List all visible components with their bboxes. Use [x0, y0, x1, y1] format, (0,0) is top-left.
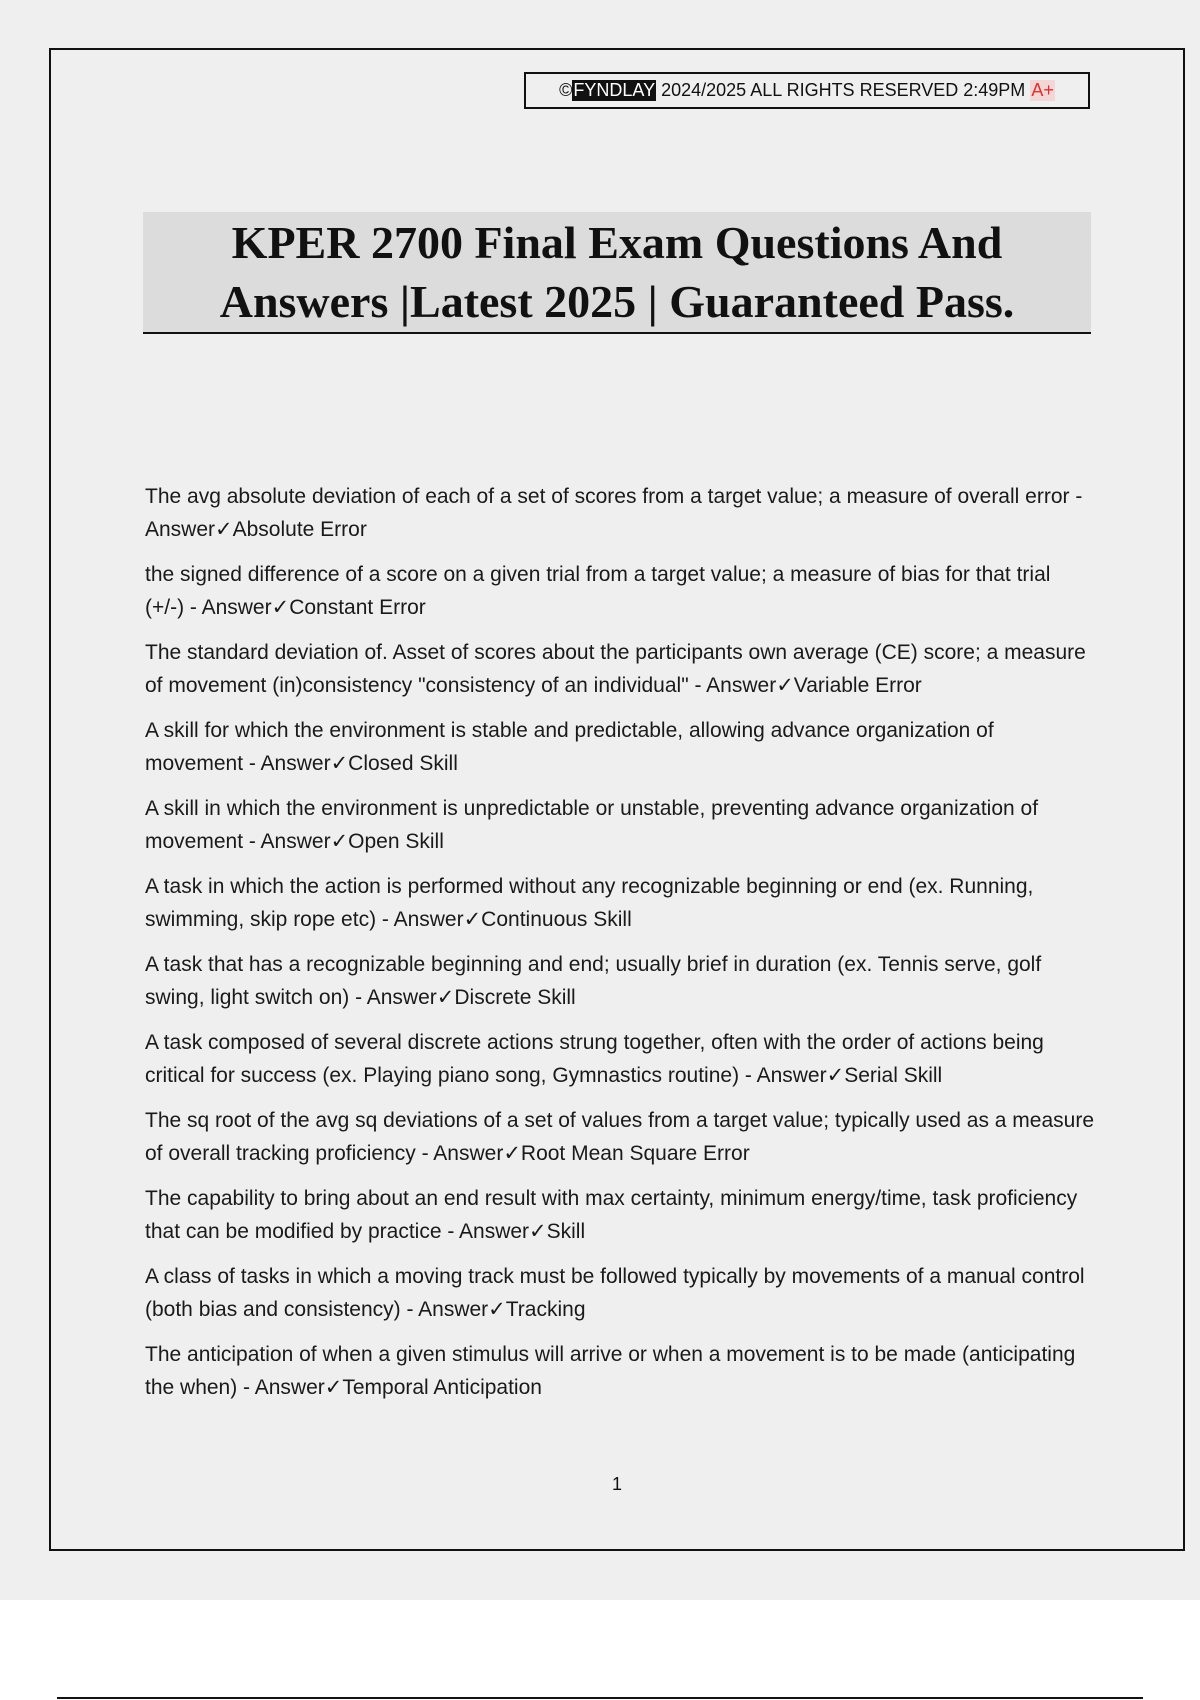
qa-item: A task in which the action is performed without any recognizable beginning or end (ex. Running, swimming, skip rope etc) - Answer✓Continuous Skill: [145, 875, 1034, 931]
qa-item: The capability to bring about an end result with max certainty, minimum energy/time, task proficiency that can be modified by practice - Answer✓Skill: [145, 1187, 1078, 1243]
qa-item: The anticipation of when a given stimulus will arrive or when a movement is to be made (anticipating the when) - Answer✓Temporal Anticipation: [145, 1343, 1076, 1399]
qa-item: The avg absolute deviation of each of a set of scores from a target value; a measure of overall error - Answer✓Absolute Error: [145, 485, 1083, 541]
qa-item: the signed difference of a score on a given trial from a target value; a measure of bias for that trial (+/-) - Answer✓Constant Error: [145, 563, 1051, 619]
copyright-symbol: ©: [559, 80, 573, 100]
document-title: [220, 213, 1015, 331]
title-line-1: KPER 2700 Final Exam Questions And: [231, 217, 1003, 268]
qa-item: A skill for which the environment is stable and predictable, allowing advance organization of movement - Answer✓Closed Skill: [145, 719, 994, 775]
qa-item: The standard deviation of. Asset of scores about the participants own average (CE) score; a measure of movement (in)consistency "consistency of an individual" - Answer✓Variable Error: [145, 641, 1086, 697]
qa-item: The sq root of the avg sq deviations of a set of values from a target value; typically used as a measure of overall tracking proficiency - Answer✓Root Mean Square Error: [145, 1109, 1095, 1165]
page-number: 1: [611, 1474, 622, 1494]
grade-badge: A+: [1031, 80, 1054, 100]
qa-item: A class of tasks in which a moving track must be followed typically by movements of a manual control (both bias and consistency) - Answer✓Tracking: [145, 1265, 1085, 1321]
copyright-banner: [524, 72, 1090, 109]
qa-item: A skill in which the environment is unpredictable or unstable, preventing advance organization of movement - Answer✓Open Skill: [145, 797, 1039, 853]
brand-name: FYNDLAY: [573, 80, 656, 100]
qa-item: A task composed of several discrete actions strung together, often with the order of actions being critical for success (ex. Playing piano song, Gymnastics routine) - Answer✓Serial Skill: [145, 1031, 1044, 1087]
document-title-block: [143, 212, 1091, 334]
next-page-top-rule: [57, 1697, 1143, 1699]
qa-item: A task that has a recognizable beginning and end; usually brief in duration (ex. Tennis serve, golf swing, light switch on) - Answer✓Discrete Skill: [145, 953, 1042, 1009]
question-answer-list: [145, 480, 1095, 1416]
title-line-2: Answers |Latest 2025 | Guaranteed Pass.: [219, 276, 1015, 327]
copyright-text: 2024/2025 ALL RIGHTS RESERVED 2:49PM: [656, 80, 1031, 100]
